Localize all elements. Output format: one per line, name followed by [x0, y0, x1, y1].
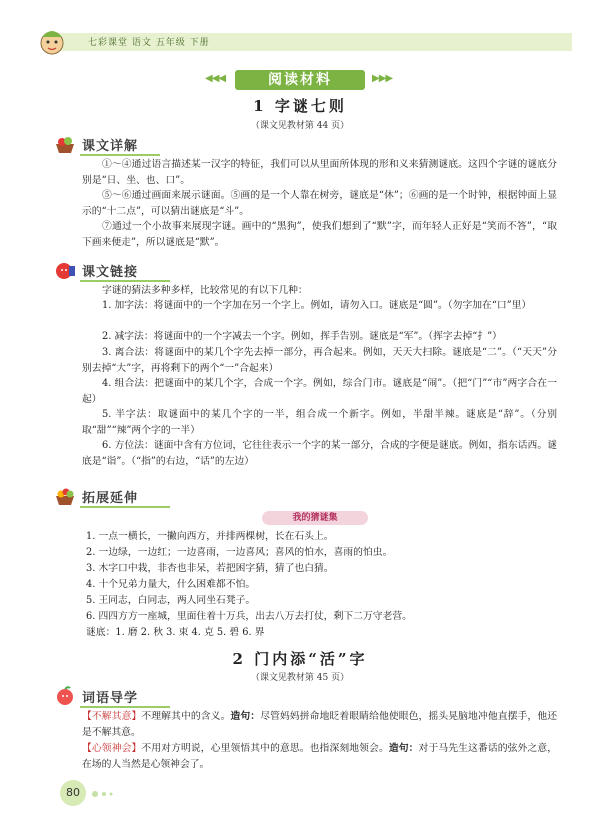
section-vocab-heading: [54, 686, 138, 706]
apple-character-icon: [54, 260, 76, 280]
header-text: 七彩课堂 语文 五年级 下册: [88, 38, 210, 48]
banner-left-arrows: ◀◀◀: [205, 73, 226, 84]
section-underline: [80, 506, 170, 508]
banner-right-arrows: ▶▶▶: [372, 73, 393, 84]
vocab-entry: [82, 709, 557, 740]
riddle-answers: 谜底：1. 磨 2. 秋 3. 束 4. 克 5. 碧 6. 界: [86, 627, 265, 638]
vocab-term: 【不解其意】: [82, 711, 142, 722]
section-detail-heading: [54, 134, 138, 154]
riddle-item: 2. 一边绿，一边红；一边喜雨，一边喜风；喜风的怕水，喜雨的怕虫。: [86, 547, 393, 558]
section-underline: [80, 154, 160, 156]
link-item: 4. 组合法：把谜面中的某几个字，合成一个字。例如，综合门市。谜底是“闹”。（把“门”“市”两字合在一起）: [82, 378, 557, 405]
detail-paragraph: ⑤～⑥通过画面来展示谜面。⑤画的是一个人靠在树旁，谜底是“休”；⑥画的是一个时钟，根据钟面上显示的“十二点”，可以猜出谜底是“斗”。: [82, 190, 557, 217]
section-title: 课文详解: [82, 138, 139, 154]
riddle-item: 5. 王同志，白同志，两人同坐石凳子。: [86, 595, 256, 606]
example-label: 造句：: [230, 711, 261, 722]
detail-paragraph: ⑦通过一个小故事来展现字谜。画中的“黑狗”，使我们想到了“默”字，而年轻人正好是“笑而不答”，“取下画来便走”，所以谜底是“默”。: [82, 221, 557, 248]
vocab-example: 对于马先生这番话的弦外之意，在场的人当然是心领神会了。: [82, 743, 558, 770]
section-extend-heading: [54, 486, 138, 506]
link-item: 2. 减字法：将谜面中的一个字减去一个字。例如，挥手告别。谜底是“军”。（挥字去掉“扌”）: [102, 331, 502, 342]
page-number: 80: [60, 780, 86, 806]
article-title: 2 门内添“活”字: [232, 650, 368, 668]
detail-paragraph: ①～④通过语言描述某一汉字的特征，我们可以从里面所体现的形和义来猜测谜底。这四个字谜的谜底分别是“日、坐、也、口”。: [82, 159, 557, 186]
section-underline: [80, 706, 170, 708]
section-link-heading: [54, 260, 138, 280]
link-intro: 字谜的猜法多种多样，比较常见的有以下几种：: [102, 285, 308, 296]
article-title: 1 字谜七则: [253, 97, 347, 115]
section-title: 拓展延伸: [82, 490, 139, 506]
article-ref: （课文见教材第 44 页）: [250, 121, 350, 131]
apple-character-icon: [54, 686, 76, 706]
link-item: 6. 方位法：谜面中含有方位词，它往往表示一个字的某一部分，合成的字便是谜底。例如，指东话西。谜底是“诣”。（“指”的右边，“话”的左边）: [82, 440, 557, 467]
fruit-basket-icon: [54, 486, 76, 506]
section-banner: 阅读材料: [235, 70, 365, 90]
vocab-entry: [82, 741, 557, 772]
riddle-item: 6. 四四方方一座城，里面住着十万兵，出去八万去打仗，剩下二万守老营。: [86, 611, 412, 622]
vocab-definition: 不理解其中的含义。: [141, 711, 231, 722]
section-title: 词语导学: [82, 690, 139, 706]
vocab-definition: 不用对方明说，心里领悟其中的意思。也指深刻地领会。: [141, 743, 389, 754]
link-item: 3. 离合法：将谜面中的某几个字先去掉一部分，再合起来。例如，天天大扫除。谜底是“二”。（“天天”分别去掉“大”字，再将剩下的两个“一”合起来）: [82, 347, 557, 374]
section-title: 课文链接: [82, 264, 139, 280]
vocab-term: 【心领神会】: [82, 743, 142, 754]
link-item: 1. 加字法：将谜面中的一个字加在另一个字上。例如，请勿入口。谜底是“圆”。（勿字加在“口”里）: [102, 300, 532, 311]
vocab-example: 尽管妈妈拼命地眨着眼睛给他使眼色，摇头晃脑地冲他直摆手，他还是不解其意。: [82, 711, 558, 738]
riddle-item: 4. 十个兄弟力量大，什么困难都不怕。: [86, 579, 256, 590]
riddle-item: 3. 木字口中栽，非杏也非呆，若把困字猜，猜了也白猜。: [86, 563, 334, 574]
mascot-icon: [34, 23, 70, 59]
link-item: 5. 半字法：取谜面中的某几个字的一半，组合成一个新字。例如，半甜半辣。谜底是“辞”。（分别取“甜”“辣”两个字的一半）: [82, 409, 557, 436]
section-underline: [80, 280, 170, 282]
page-header: [32, 25, 572, 55]
fruit-basket-icon: [54, 134, 76, 154]
riddle-collection-title: 我的猜谜集: [262, 511, 368, 525]
riddle-item: 1. 一点一横长，一撇向西方，并排两棵树，长在石头上。: [86, 531, 334, 542]
decorative-dots: [92, 790, 122, 798]
example-label: 造句：: [388, 743, 419, 754]
article-ref: （课文见教材第 45 页）: [250, 673, 350, 683]
